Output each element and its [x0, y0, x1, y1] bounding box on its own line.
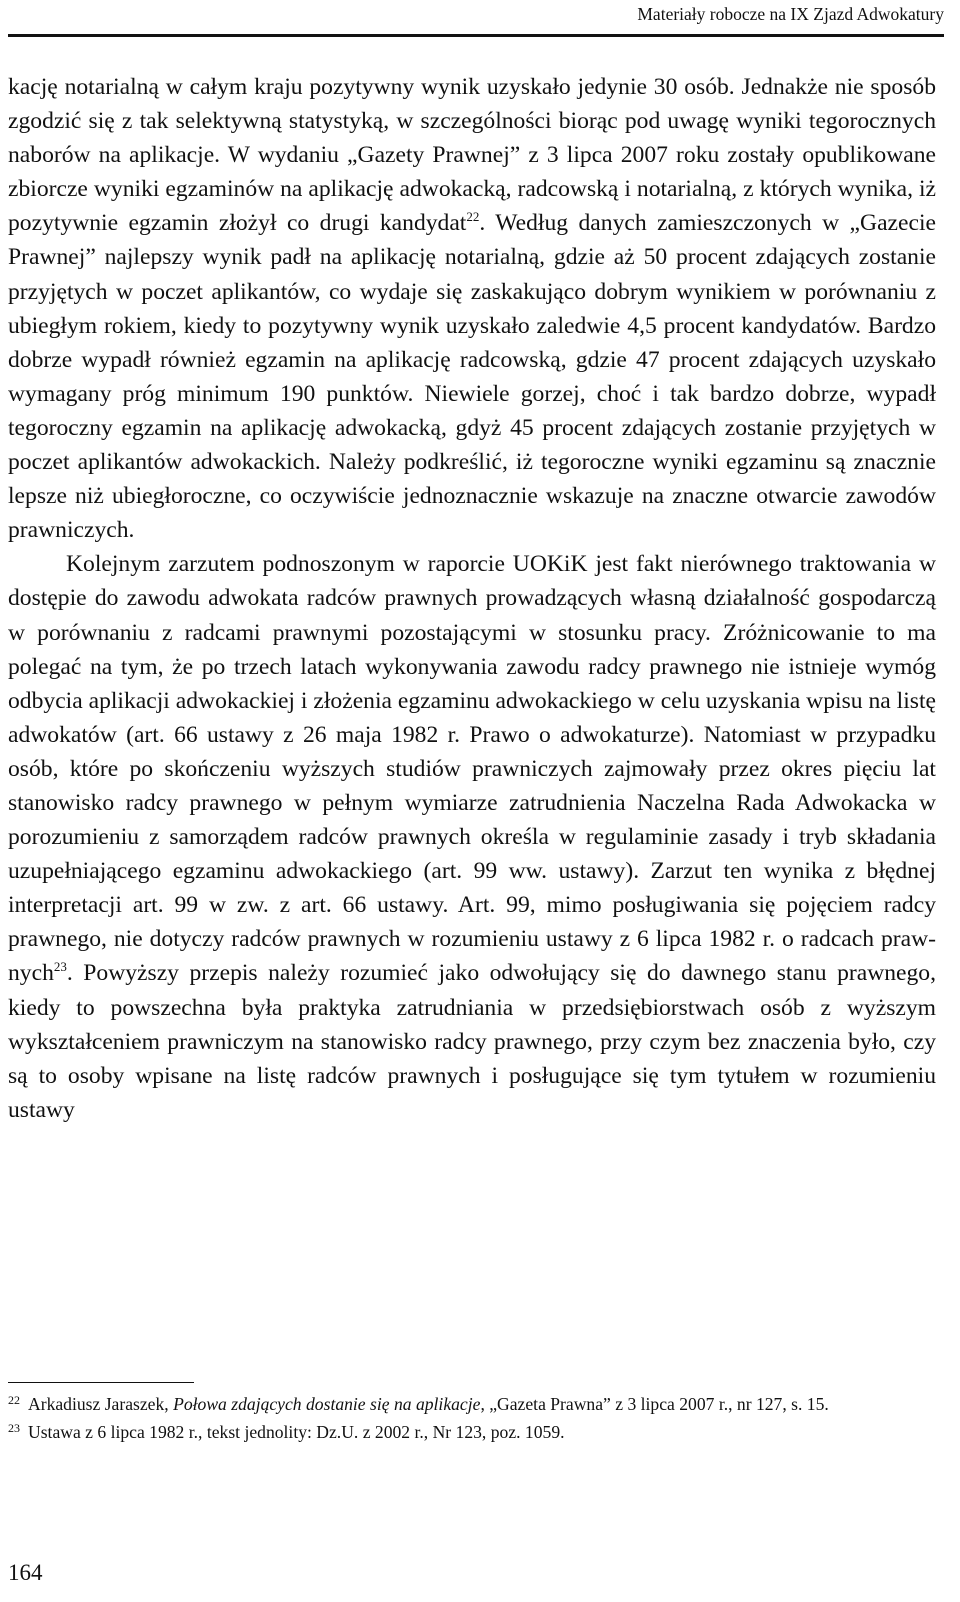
page-number: 164 — [8, 1560, 43, 1585]
footnote-ref-22[interactable]: 22 — [466, 209, 480, 225]
footnote-text-end: , „Gazeta Prawna” z 3 lipca 2007 r., nr 127, s. 15. — [480, 1394, 829, 1414]
footnote-23 — [8, 1420, 936, 1445]
footnote-number: 23 — [8, 1421, 20, 1435]
paragraph-1 — [8, 70, 936, 547]
header-rule — [8, 34, 944, 37]
paragraph-2 — [8, 547, 936, 1127]
running-header — [8, 0, 944, 38]
paragraph-1-text-a: kację notarialną w całym kraju pozytywny wynik uzyskało jedynie 30 osób. Jednakże nie sposób zgodzić się z tak selektywną statystyką, w szczególności biorąc pod uwagę wyniki tegorocznych naborów na aplikacje. W wydaniu „Gazety Prawnej” z 3 lipca 2007 roku zostały opublikowane zbiorcze wyniki egzaminów na aplikację adwokacką, radcowską i notarialną, z których wynika, iż pozytywnie egzamin złożył co drugi kandydat — [8, 74, 936, 237]
footnote-separator — [8, 1382, 194, 1383]
paragraph-1-text-b: . Według danych zamieszczonych w „Gazecie Prawnej” najlepszy wynik padł na aplikację notarialną, gdzie aż 50 procent zdających zostanie przyjętych w poczet aplikantów, co wydaje się zaskakująco dobrym wynikiem w porównaniu z ubiegłym rokiem, kiedy to pozytywny wynik uzyskało zaledwie 4,5 procent kandydatów. Bardzo dobrze wypadł również egzamin na aplikację radcowską, gdzie 47 procent zdających uzyskało wymagany próg minimum 190 punktów. Niewiele gorzej, choć i tak bardzo dobrze, wypadł tegoroczny egzamin na aplikację adwokacką, gdyż 45 procent zdających zostanie przyjętych w poczet aplikantów adwokackich. Należy podkreślić, iż tegoroczne wyniki egzaminu są znacznie lepsze niż ubiegłoroczne, co oczywiście jednoznacznie wskazuje na znaczne otwarcie zawodów prawniczych. — [8, 210, 936, 544]
footnote-text: Ustawa z 6 lipca 1982 r., tekst jednolity: Dz.U. z 2002 r., Nr 123, poz. 1059. — [28, 1422, 565, 1442]
footnote-ref-23[interactable]: 23 — [53, 959, 67, 975]
footnote-title: Połowa zdających dostanie się na aplikacje — [173, 1394, 481, 1414]
running-header-title: Materiały robocze na IX Zjazd Adwokatury — [637, 4, 944, 24]
paragraph-2-text-b: . Powyższy przepis należy rozumieć jako odwołujący się do dawnego stanu prawnego, kiedy to powszechna była praktyka zatrudniania w przedsiębiorstwach osób z wyższym wykształceniem prawniczym na stanowisko radcy prawnego, przy czym bez znaczenia było, czy są to osoby wpisane na listę radców prawnych i posługujące się tym tytułem w rozumieniu ustawy — [8, 960, 936, 1123]
footnote-number: 22 — [8, 1393, 20, 1407]
paragraph-2-text-a: Kolejnym zarzutem podnoszonym w raporcie UOKiK jest fakt nierównego traktowania w dostępie do zawodu adwokata radców prawnych prowadzących własną działalność gospodarczą w porównaniu z radcami prawnymi pozostającymi w stosunku pracy. Zróżnicowanie to ma polegać na tym, że po trzech latach wykonywania zawodu radcy prawnego nie istnieje wymóg odbycia aplikacji adwokackiej i złożenia egzaminu adwokackiego w celu uzyskania wpisu na listę adwokatów (art. 66 ustawy z 26 maja 1982 r. Prawo o adwokaturze). Natomiast w przypadku osób, które po skończeniu wyższych studiów prawniczych zajmowały przez okres pięciu lat stanowisko radcy prawnego w pełnym wymiarze zatrudnienia Naczelna Rada Adwokacka w porozumieniu z samorządem radców prawnych określa w regulaminie zasady i tryb składania uzupełniającego egzaminu adwokackiego (art. 99 ww. ustawy). Zarzut ten wynika z błędnej interpretacji art. 99 w zw. z art. 66 ustawy. Art. 99, mimo posługiwania się pojęciem radcy prawnego, nie dotyczy radców prawnych w rozumieniu ustawy z 6 lipca 1982 r. o radcach prawnych — [8, 551, 936, 987]
footnote-22 — [8, 1392, 936, 1417]
main-text — [8, 70, 936, 1127]
footnotes — [8, 1392, 936, 1448]
footnote-text: Arkadiusz Jaraszek, — [28, 1394, 174, 1414]
